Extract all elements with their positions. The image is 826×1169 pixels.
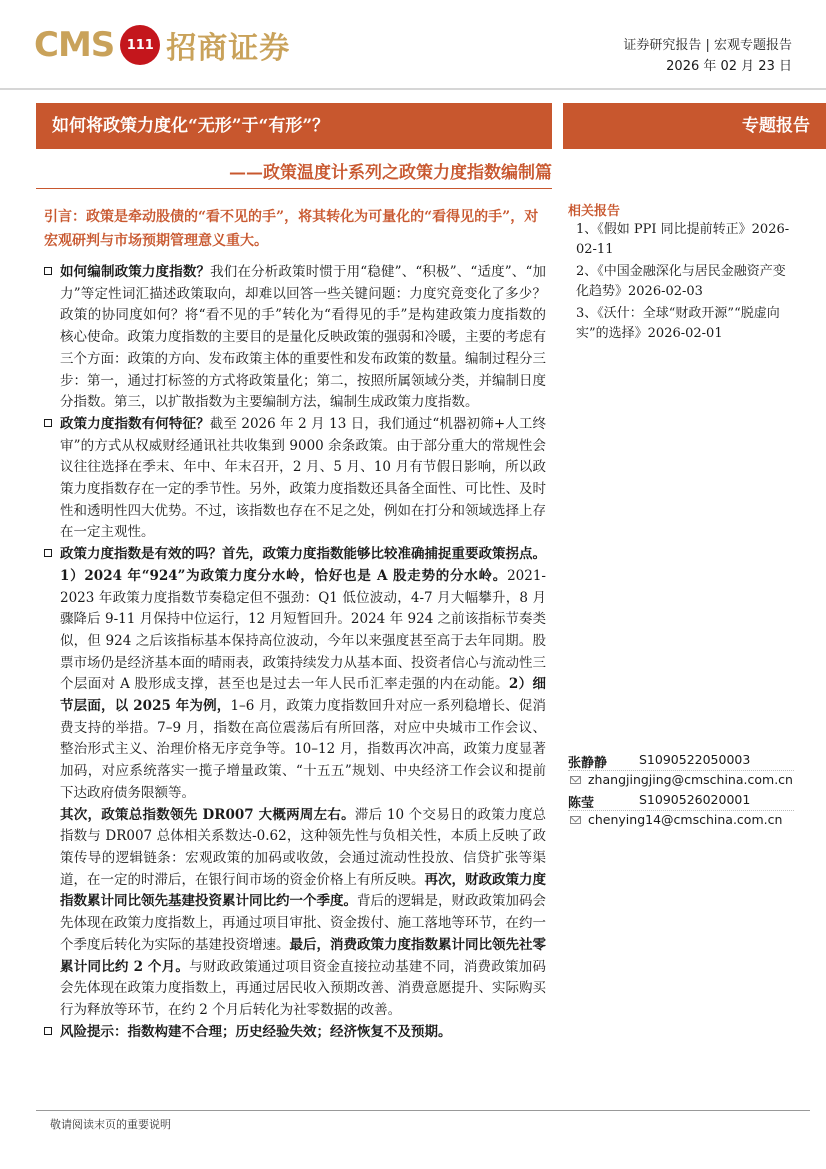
header-divider: [0, 88, 826, 90]
section-head: 2）细节层面，以 2025 年为例，: [60, 676, 546, 715]
author-divider: [568, 770, 794, 771]
section-how-to-build: [44, 262, 546, 414]
intro-text: 政策是牵动股债的“看不见的手”，将其转化为可量化的“看得见的手”，对宏观研判与市场预期管理意义重大。: [44, 209, 539, 249]
author-email[interactable]: zhangjingjing@cmschina.com.cn: [588, 772, 793, 787]
related-reports: [576, 220, 794, 346]
checkbox-bullet-icon: [44, 419, 52, 427]
author-email[interactable]: chenying14@cmschina.com.cn: [588, 812, 783, 827]
related-reports-heading: 相关报告: [568, 204, 621, 219]
author-code: S1090526020001: [639, 792, 751, 807]
section-risk: [44, 1022, 546, 1044]
author-1-email-row: [570, 772, 810, 787]
report-date: 2026 年 02 月 23 日: [666, 59, 792, 74]
related-report-item[interactable]: 1、《假如 PPI 同比提前转正》2026-02-11: [576, 222, 790, 257]
section-text: 截至 2026 年 2 月 13 日，我们通过“机器初筛+人工终审”的方式从权威财经通讯社共收集到 9000 余条政策。由于部分重大的常规性会议往往选择在季末、年中、年末召开，2 月、5 月、10 月有节假日影响，所以政策力度指数存在一定的季节性。另外，政策力度指数还具备全面性、可比性、及时性和透明性四大优势。不过，该指数也存在不足之处，例如在打分和领域选择上存在一定主观性。: [60, 415, 546, 541]
section-features: [44, 414, 546, 544]
logo-latin: CMS: [34, 25, 115, 65]
intro: [44, 205, 544, 253]
checkbox-bullet-icon: [44, 267, 52, 275]
section-text: 背后的逻辑是，财政政策加码会先体现在政策力度指数上，再通过项目审批、资金拨付、施工落地等环节，在约一个季度后转化为实际的基建投资增速。: [60, 893, 546, 953]
section-head: 政策力度指数是有效的吗？首先，政策力度指数能够比较准确捕捉重要政策拐点。1）2024 年“924”为政策力度分水岭，恰好也是 A 股走势的分水岭。: [60, 546, 546, 584]
author-name: 张静静: [568, 756, 608, 771]
report-title: 如何将政策力度化“无形”于“有形”？: [36, 103, 552, 149]
section-head: 政策力度指数有何特征？: [60, 415, 210, 432]
checkbox-bullet-icon: [44, 549, 52, 557]
section-head: 再次，财政政策力度指数累计同比领先基建投资累计同比约一个季度。: [60, 871, 546, 910]
author-divider: [568, 810, 794, 811]
mail-icon: [570, 816, 581, 824]
author-2-email-row: [570, 812, 810, 827]
risk-text: 风险提示：指数构建不合理；历史经验失效；经济恢复不及预期。: [60, 1023, 452, 1040]
section-text: 1–6 月，政策力度指数回升对应一系列稳增长、促消费支持的举措。7–9 月，指数在高位震荡后有所回落，对应中央城市工作会议、整治形式主义、治理价格无序竞争等。10–12 月，指数再次冲高，政策力度显著加码，对应系统落实一揽子增量政策、“十五五”规划、中央经济工作会议和提前下达政府债务限额等。: [60, 698, 546, 801]
report-subtitle: ——政策温度计系列之政策力度指数编制篇: [229, 163, 552, 183]
related-report-item[interactable]: 3、《沃什：全球“财政开源”“脱虚向实”的选择》2026-02-01: [576, 306, 780, 341]
mail-icon: [570, 776, 581, 784]
footer-divider: [36, 1110, 810, 1111]
subtitle-divider: [36, 188, 552, 189]
section-head: 如何编制政策力度指数？: [60, 264, 211, 280]
footer-disclaimer: 敬请阅读末页的重要说明: [50, 1118, 171, 1131]
section-head: 其次，政策总指数领先 DR007 大概两周左右。: [60, 806, 355, 823]
section-text: 我们在分析政策时惯于用“稳健”、“积极”、“适度”、“加力”等定性词汇描述政策取向，却难以回答一些关键问题：力度究竟变化了多少？政策的协同度如何？将“看不见的手”转化为“看得见的手”是构建政策力度指数的核心使命。政策力度指数的主要目的是量化反映政策的强弱和冷暖，主要的考虑有三个方面：政策的方向、发布政策主体的重要性和发布政策的数量。编制过程分三步：第一，通过打标签的方式将政策量化；第二，按照所属领域分类，并编制日度分指数。第三，以扩散指数为主要编制方法，编制生成政策力度指数。: [60, 264, 547, 411]
logo-chinese: 招商证券: [166, 31, 291, 66]
section-text: 与财政政策通过项目资金直接拉动基建不同，消费政策加码会先体现在政策力度指数上，再通过居民收入预期改善、消费意愿提升、实际购买行为释放等环节，在约 2 个月后转化为社零数据的改善。: [60, 958, 546, 1018]
section-effectiveness: [44, 544, 546, 1021]
logo-emblem-icon: 111: [120, 25, 160, 65]
checkbox-bullet-icon: [44, 1027, 52, 1035]
main-body: [44, 262, 546, 1043]
report-type: 证券研究报告 | 宏观专题报告: [623, 38, 792, 53]
related-report-item[interactable]: 2、《中国金融深化与居民金融资产变化趋势》2026-02-03: [576, 264, 786, 299]
author-name: 陈莹: [568, 796, 595, 811]
section-text: 滞后 10 个交易日的政策力度总指数与 DR007 总体相关系数达-0.62，这种领先性与负相关性，本质上反映了政策传导的逻辑链条：宏观政策的加码或收敛，会通过流动性投放、信贷扩张等渠道，在一定的时滞后，在银行间市场的资金价格上有所反映。: [60, 806, 546, 888]
company-logo: [34, 24, 290, 66]
section-text: 2021-2023 年政策力度指数节奏稳定但不强劲：Q1 低位波动，4-7 月大幅攀升，8 月骤降后 9-11 月保持中位运行，12 月短暂回升。2024 年 924 之前该指标节奏类似，但 924 之后该指标基本保持高位波动，今年以来强度甚至高于去年同期。股票市场仍是经济基本面的晴雨表，政策持续发力从基本面、投资者信心与流动性三个层面对 A 股形成支撑，甚至也是过去一年人民币汇率走强的内在动能。: [60, 567, 546, 693]
section-head: 最后，消费政策力度指数累计同比领先社零累计同比约 2 个月。: [60, 936, 546, 975]
report-tag: 专题报告: [563, 103, 826, 149]
author-code: S1090522050003: [639, 752, 751, 767]
intro-label: 引言：: [44, 209, 86, 225]
